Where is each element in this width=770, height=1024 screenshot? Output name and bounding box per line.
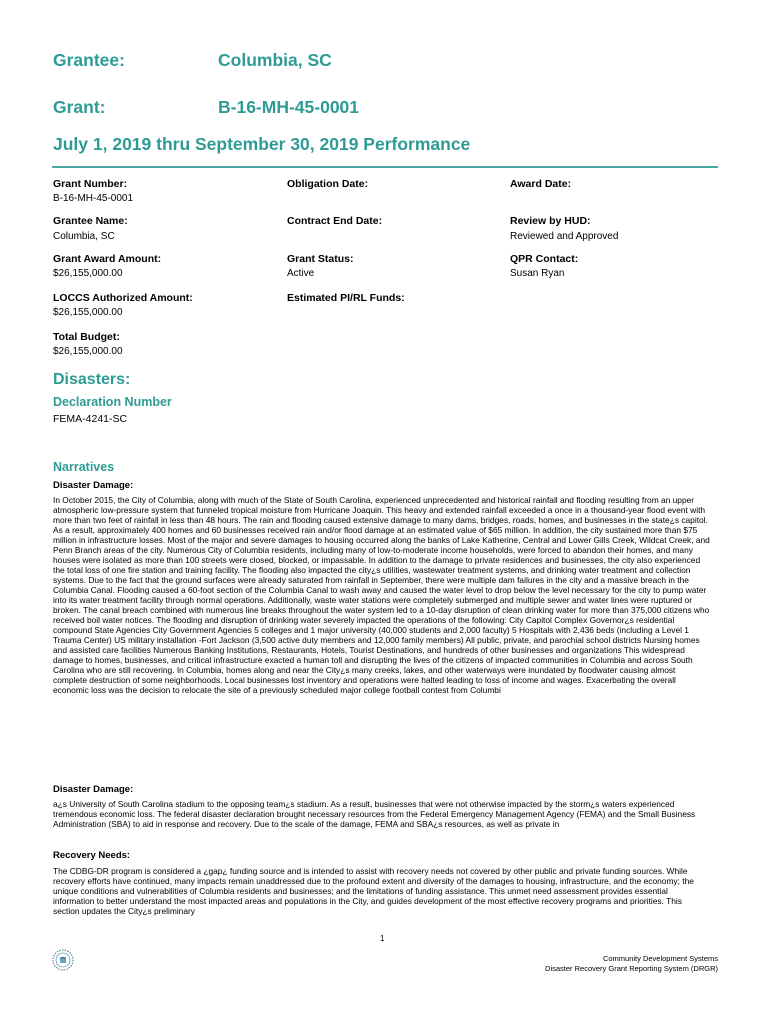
qpr-contact-label: QPR Contact: [510, 253, 579, 265]
declaration-number-label: Declaration Number [53, 395, 172, 409]
footer-line-2: Disaster Recovery Grant Reporting System (DRGR) [545, 963, 718, 973]
header-divider [52, 166, 718, 168]
loccs-amount-label: LOCCS Authorized Amount: [53, 292, 193, 304]
contract-end-date-label: Contract End Date: [287, 215, 383, 227]
disaster-damage-label-1: Disaster Damage: [53, 480, 134, 491]
recovery-needs-label: Recovery Needs: [53, 850, 131, 861]
grant-number-value: B-16-MH-45-0001 [53, 193, 134, 204]
review-by-hud-value: Reviewed and Approved [510, 231, 619, 242]
footer-line-1: Community Development Systems [602, 954, 718, 963]
award-date-label: Award Date: [510, 178, 572, 190]
grantee-heading [53, 50, 332, 71]
total-budget-label: Total Budget: [53, 331, 120, 343]
loccs-amount-value: $26,155,000.00 [53, 307, 123, 318]
obligation-date-label: Obligation Date: [287, 178, 369, 190]
grant-heading [53, 97, 360, 118]
page-number: 1 [380, 934, 385, 943]
grant-award-amount-value: $26,155,000.00 [53, 268, 123, 279]
performance-title: July 1, 2019 thru September 30, 2019 Performance [53, 134, 471, 154]
disaster-damage-label-2: Disaster Damage: [53, 784, 134, 795]
grantee-value: Columbia, SC [218, 50, 332, 70]
grantee-label: Grantee: [53, 50, 125, 70]
estimated-pirl-label: Estimated PI/RL Funds: [287, 292, 405, 304]
total-budget-value: $26,155,000.00 [53, 346, 123, 357]
qpr-contact-value: Susan Ryan [510, 268, 565, 279]
grantee-name-value: Columbia, SC [53, 231, 115, 242]
grant-number-label: Grant Number: [53, 178, 128, 190]
review-by-hud-label: Review by HUD: [510, 215, 591, 227]
grant-award-amount-label: Grant Award Amount: [53, 253, 162, 265]
disaster-damage-text-2: a¿s University of South Carolina stadium to the opposing team¿s stadium. As a result, businesses that were not otherwise impacted by the storm¿s waters experienced tremendous economic loss. The federal disaster declaration brought necessary resources from the Federal Emergency Management Agency (FEMA) and the Small Business Administration (SBA) to aid in response and recovery. Due to the scale of the damage, FEMA and SBA¿s resources, as well as private in [53, 799, 696, 829]
declaration-number-value: FEMA-4241-SC [53, 413, 128, 425]
grant-value: B-16-MH-45-0001 [218, 97, 360, 117]
disaster-damage-text-1: In October 2015, the City of Columbia, along with much of the State of South Carolina, experienced unprecedented and historical rainfall and flooding resulting from an upper atmospheric low-pressure system that funneled tropical moisture from Hurricane Joaquin. This heavy and extended rainfall exceeded a once in a thousand-year flood event with more than two feet of rainfall in less than 48 hours. The rain and flooding caused extensive damage to many dams, bridges, roads, homes, and businesses in the state¿s capitol. As a result, approximately 400 homes and 60 businesses received rain and/or flood damage at an estimated value of $65 million. In addition, the city sustained more than $75 million in infrastructure losses. Most of the major and severe damages to housing occurred along the banks of Lake Katherine, Central and Lower Gills Creek, Wildcat Creek, and Penn Branch areas of the city. Numerous City of Columbia residents, including many of low-to-moderate income households, were forced to abandon their homes, and many houses were isolated as more than 100 streets were closed, blocked, or impassable. In addition to the damage to private residences and businesses, the city also experienced the total loss of one fire station and training facility. The flooding also impacted the city¿s utilities, wastewater treatment systems, and drinking water treatment and collection systems. Due to the fact that the ground surfaces were already saturated from rainfall in September, there were multiple dam failures in the city and a massive breach in the Columbia Canal. Flooding caused a 60-foot section of the Columbia Canal to wash away and caused the water level to drop below the level necessary for the city to pump water into its water treatment facility through normal operations. Additionally, waste water stations were completely submerged and multiple sewer and water lines were ruptured or broken. The canal breach combined with numerous line breaks throughout the water system led to a 10-day disruption of clean drinking water for more than 375,000 citizens who received boil water notices. The flooding and disruption of drinking water severely impacted the operations of the following: City Capitol Complex Governor¿s residential compound State Agencies City Government Agencies 5 colleges and 1 major university (40,000 students and 2,000 faculty) 5 Hospitals with 2,436 beds (including a Level 1 Trauma Center) US military installation -Fort Jackson (3,500 active duty members and 12,000 family members) All public, private, and parochial school districts Nursing homes and assisted care facilities Numerous Banking Institutions, Restaurants, Hotels, Tourist Destinations, and hundreds of other businesses and organizations This widespread damage to homes, businesses, and critical infrastructure exacted a human toll and disrupting the lives of the citizens of impacted communities in Columbia and across South Carolina who are still recovering. In Columbia, homes along and near the City¿s many creeks, lakes, and other waterways were inundated by floodwater causing almost complete destruction of some neighborhoods. Local businesses lost inventory and operations were halted leading to loss of income and wages. Exacerbating the overall economic loss was the decision to relocate the site of a previously scheduled major college football contest from Columbi [53, 495, 710, 695]
narratives-title: Narratives [53, 460, 115, 474]
grant-status-label: Grant Status: [287, 253, 354, 265]
recovery-needs-text: The CDBG-DR program is considered a ¿gap¿ funding source and is intended to assist with recovery needs not covered by other public and private funding sources. While recovery efforts have continued, many impacts remain unaddressed due to the profound extent and diversity of the damages to housing, infrastructure, and the economy; the unique conditions and vulnerabilities of Columbia residents and businesses; and the limitations of funding assistance. This unmet need assessment provides essential information to better understand the most impacted areas and populations in the City, and guides development of the most effective recovery programs and priorities. This section updates the City¿s preliminary [53, 866, 694, 916]
grant-status-value: Active [287, 268, 315, 279]
hud-seal-icon [52, 949, 74, 971]
disasters-title: Disasters: [53, 371, 131, 388]
grant-label: Grant: [53, 97, 106, 117]
grantee-name-label: Grantee Name: [53, 215, 128, 227]
